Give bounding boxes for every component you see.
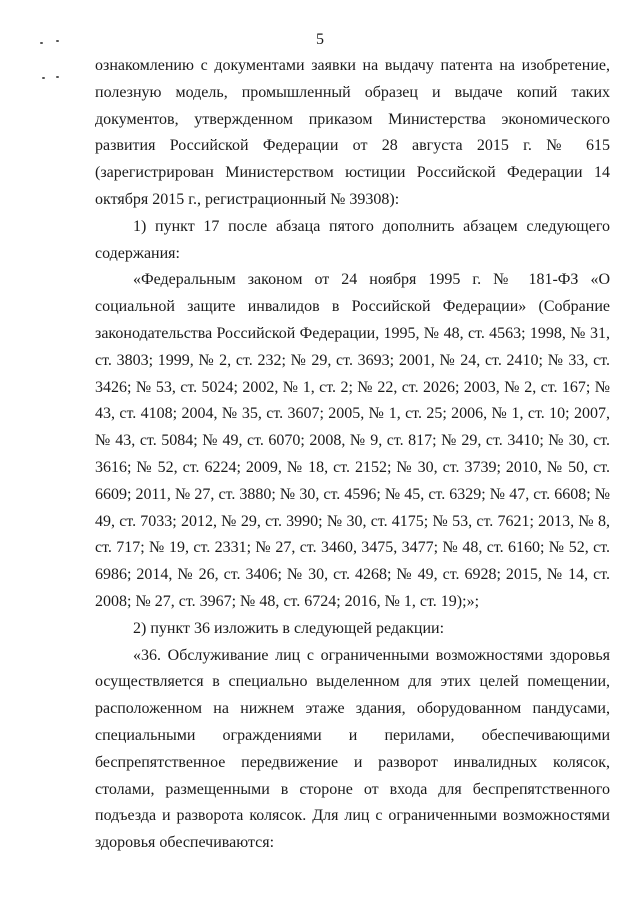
paragraph-quote-federal-law: «Федеральным законом от 24 ноября 1995 г. № 181-ФЗ «О социальной защите инвалидов в Российской Федерации» (Собрание законодательства Российской Федерации, 1995, № 48, ст. 4563; 1998, № 31, ст. 3803; 1999, № 2, ст. 232; № 29, ст. 3693; 2001, № 24, ст. 2410; № 33, ст. 3426; № 53, ст. 5024; 2002, № 1, ст. 2; № 22, ст. 2026; 2003, № 2, ст. 167; № 43, ст. 4108; 2004, № 35, ст. 3607; 2005, № 1, ст. 25; 2006, № 1, ст. 10; 2007, № 43, ст. 5084; № 49, ст. 6070; 2008, № 9, ст. 817; № 29, ст. 3410; № 30, ст. 3616; № 52, ст. 6224; 2009, № 18, ст. 2152; № 30, ст. 3739; 2010, № 50, ст. 6609; 2011, № 27, ст. 3880; № 30, ст. 4596; № 45, ст. 6329; № 47, ст. 6608; № 49, ст. 7033; 2012, № 29, ст. 3990; № 30, ст. 4175; № 53, ст. 7621; 2013, № 8, ст. 717; № 19, ст. 2331; № 27, ст. 3460, 3475, 3477; № 48, ст. 6160; № 52, ст. 6986; 2014, № 26, ст. 3406; № 30, ст. 4268; № 49, ст. 6928; 2015, № 14, ст. 2008; № 27, ст. 3967; № 48, ст. 6724; 2016, № 1, ст. 19);»; <box>95 271 610 610</box>
paragraph-item-1: 1) пункт 17 после абзаца пятого дополнить абзацем следующего содержания: <box>95 217 610 262</box>
document-body <box>95 53 610 857</box>
scan-mark-mid <box>42 77 45 79</box>
paragraph-item-2: 2) пункт 36 изложить в следующей редакции: <box>133 619 445 637</box>
paragraph-quote-36: «36. Обслуживание лиц с ограниченными возможностями здоровья осуществляется в специально выделенном для этих целей помещении, расположенном на нижнем этаже здания, оборудованном пандусами, специальными ограждениями и перилами, обеспечивающими беспрепятственное передвижение и разворот инвалидных колясок, столами, размещенными в стороне от входа для беспрепятственного подъезда и разворота колясок. Для лиц с ограниченными возможностями здоровья обеспечиваются: <box>95 646 610 852</box>
page-number: 5 <box>316 31 324 48</box>
scan-mark-mid-2 <box>56 76 59 78</box>
paragraph-continuation: ознакомлению с документами заявки на выдачу патента на изобретение, полезную модель, промышленный образец и выдаче копий таких документов, утвержденном приказом Министерства экономического развития Российской Федерации от 28 августа 2015 г. № 615 (зарегистрирован Министерством юстиции Российской Федерации 14 октября 2015 г., регистрационный № 39308): <box>95 57 610 208</box>
